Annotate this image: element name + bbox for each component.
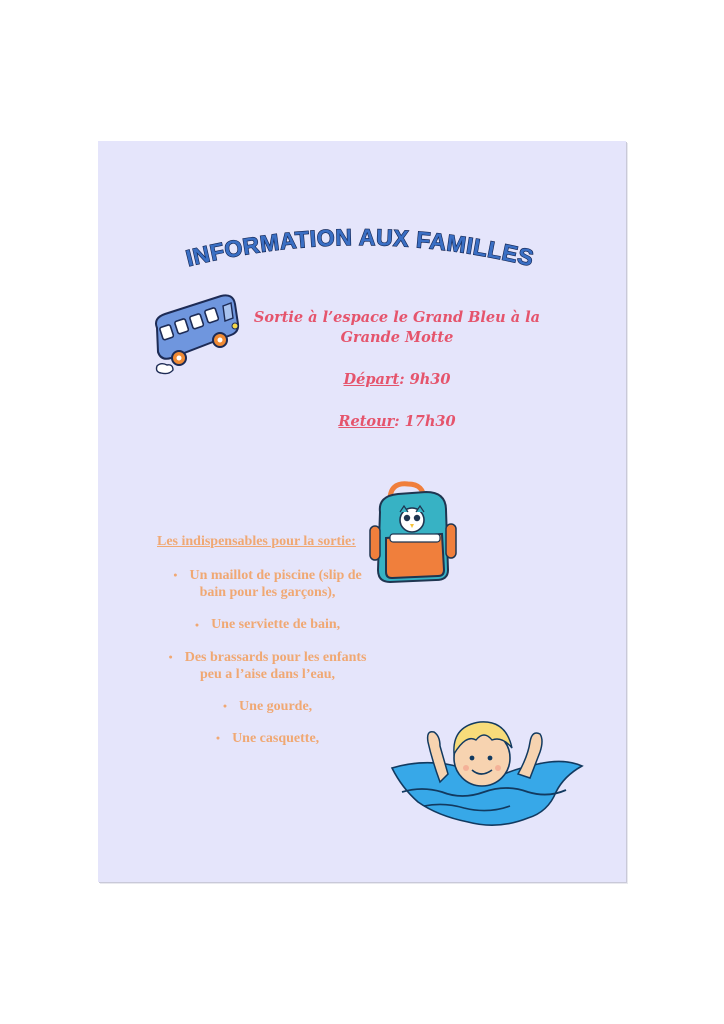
bullet-icon: ●	[168, 652, 173, 661]
list-item-line-1: Une casquette,	[232, 731, 320, 747]
list-item	[150, 649, 385, 683]
flyer-title	[130, 215, 590, 295]
return-row	[252, 412, 542, 432]
departure-time: : 9h30	[399, 371, 451, 388]
svg-text:INFORMATION AUX FAMILLES	[183, 224, 536, 271]
list-item	[150, 698, 385, 715]
list-item-line-1: Un maillot de piscine (slip de	[189, 568, 362, 583]
return-label: Retour	[338, 413, 395, 430]
swimming-child-icon	[388, 712, 586, 836]
outing-line-1: Sortie à l’espace le Grand Bleu à la	[253, 309, 541, 326]
list-item	[150, 616, 385, 633]
bus-icon	[143, 288, 243, 380]
outing-info	[252, 308, 542, 432]
list-item-line-2: peu a l’aise dans l’eau,	[200, 666, 335, 682]
departure-row	[252, 370, 542, 390]
bullet-icon: ●	[222, 702, 228, 711]
bullet-icon: ●	[215, 734, 221, 743]
essentials-title: Les indispensables pour la sortie:	[157, 534, 356, 549]
list-item-line-1: Une gourde,	[239, 698, 313, 714]
list-item	[150, 567, 385, 601]
outing-line-2: Grande Motte	[340, 329, 454, 346]
bullet-icon: ●	[194, 620, 200, 629]
list-item-line-1: Des brassards pour les enfants	[184, 649, 367, 665]
list-item-line-1: Une serviette de bain,	[211, 617, 341, 633]
essentials-list	[150, 567, 385, 762]
bullet-icon: ●	[173, 571, 178, 580]
list-item-line-2: bain pour les garçons),	[199, 585, 336, 601]
title-text: INFORMATION AUX FAMILLES	[183, 223, 537, 272]
return-time: : 17h30	[394, 413, 456, 430]
departure-label: Départ	[343, 371, 400, 388]
list-item	[150, 730, 385, 747]
